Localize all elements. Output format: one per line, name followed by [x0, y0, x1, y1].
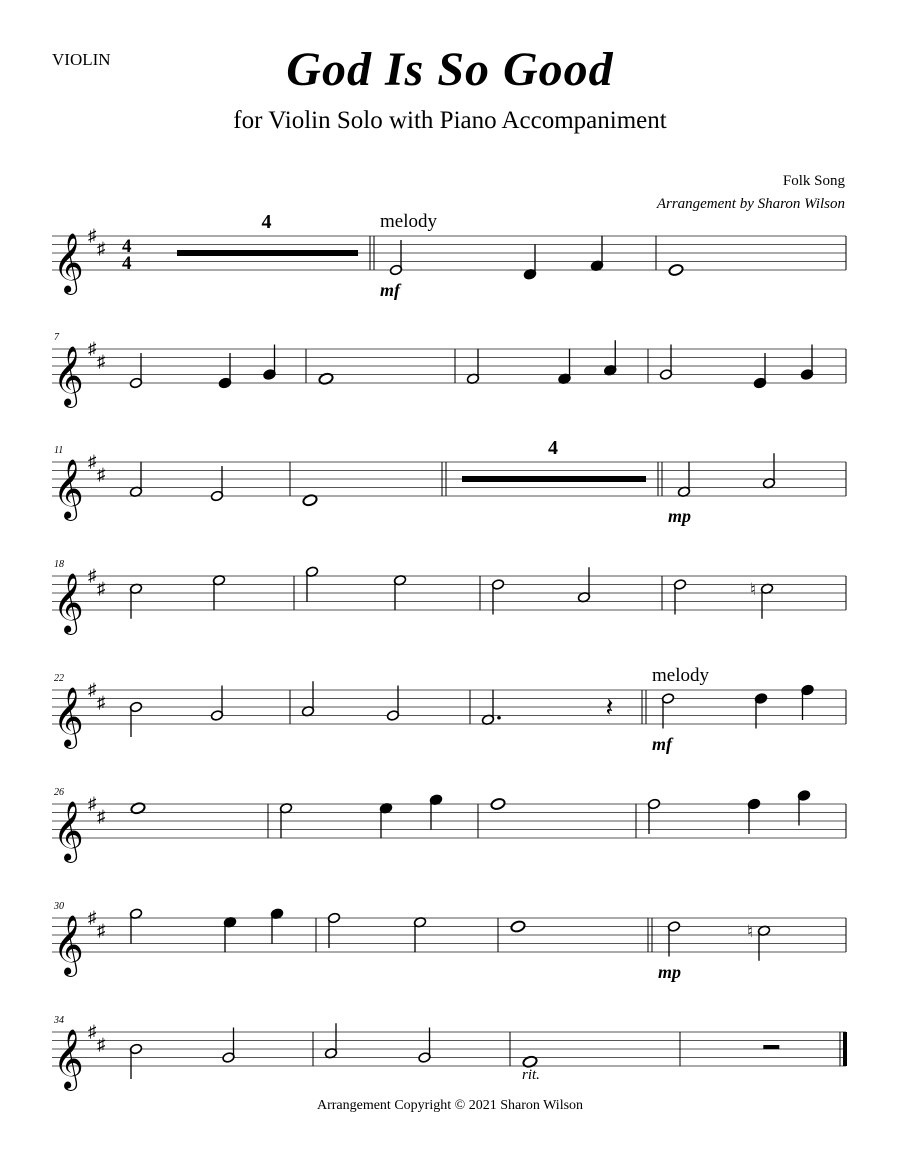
sharp-icon: ♯	[88, 566, 97, 585]
multi-measure-rest	[462, 476, 646, 482]
measure-number: 34	[54, 1015, 64, 1026]
treble-clef-icon: 𝄞	[53, 348, 84, 405]
treble-clef-icon: 𝄞	[53, 803, 84, 860]
sharp-icon: ♯	[97, 920, 106, 940]
half-rest-icon	[763, 1045, 779, 1049]
rest-count: 4	[548, 437, 558, 459]
sharp-icon: ♯	[88, 226, 97, 245]
measure-number: 26	[54, 787, 64, 798]
composer-credit: Folk Song	[782, 173, 845, 189]
tempo-text: rit.	[522, 1067, 540, 1083]
sharp-icon: ♯	[88, 1022, 97, 1041]
part-label: VIOLIN	[52, 50, 111, 69]
dynamic-marking: mp	[658, 962, 682, 982]
treble-clef-icon: 𝄞	[53, 689, 84, 746]
treble-clef-icon: 𝄞	[53, 461, 84, 518]
measure-number: 22	[54, 673, 64, 684]
sharp-icon: ♯	[88, 452, 97, 471]
sharp-icon: ♯	[97, 238, 106, 258]
time-signature-top: 4	[122, 236, 132, 257]
sharp-icon: ♯	[97, 578, 106, 598]
sharp-icon: ♯	[97, 351, 106, 371]
treble-clef-icon: 𝄞	[53, 1031, 84, 1088]
expression-text: melody	[652, 665, 709, 686]
dynamic-marking: mp	[668, 506, 692, 526]
note-head	[668, 263, 684, 276]
subtitle: for Violin Solo with Piano Accompaniment	[233, 107, 667, 134]
natural-icon: ♮	[747, 921, 754, 941]
natural-icon: ♮	[750, 579, 757, 599]
rest-count: 4	[261, 211, 272, 233]
treble-clef-icon: 𝄞	[53, 575, 84, 632]
copyright-notice: Arrangement Copyright © 2021 Sharon Wilson	[316, 1098, 584, 1113]
measure-number: 30	[54, 901, 64, 912]
sharp-icon: ♯	[88, 339, 97, 358]
time-signature-bottom: 4	[122, 253, 132, 274]
expression-text: melody	[380, 211, 437, 232]
sharp-icon: ♯	[88, 794, 97, 813]
sharp-icon: ♯	[88, 680, 97, 699]
dot	[497, 716, 501, 720]
quarter-rest-icon: 𝄽	[605, 693, 614, 722]
note-head	[510, 920, 526, 933]
treble-clef-icon: 𝄞	[53, 917, 84, 974]
measure-number: 7	[54, 332, 59, 343]
sharp-icon: ♯	[97, 464, 106, 484]
sharp-icon: ♯	[97, 1034, 106, 1054]
sharp-icon: ♯	[97, 806, 106, 826]
measure-number: 18	[54, 559, 64, 570]
final-barline	[843, 1032, 847, 1066]
multi-measure-rest	[177, 250, 358, 256]
dynamic-marking: mf	[380, 280, 400, 300]
measure-number: 11	[54, 445, 64, 456]
page-title: God Is So Good	[286, 43, 614, 96]
sharp-icon: ♯	[97, 692, 106, 712]
dynamic-marking: mf	[652, 734, 672, 754]
sharp-icon: ♯	[88, 908, 97, 927]
treble-clef-icon: 𝄞	[53, 235, 84, 292]
note-head	[490, 797, 506, 810]
arranger-credit: Arrangement by Sharon Wilson	[656, 196, 845, 212]
